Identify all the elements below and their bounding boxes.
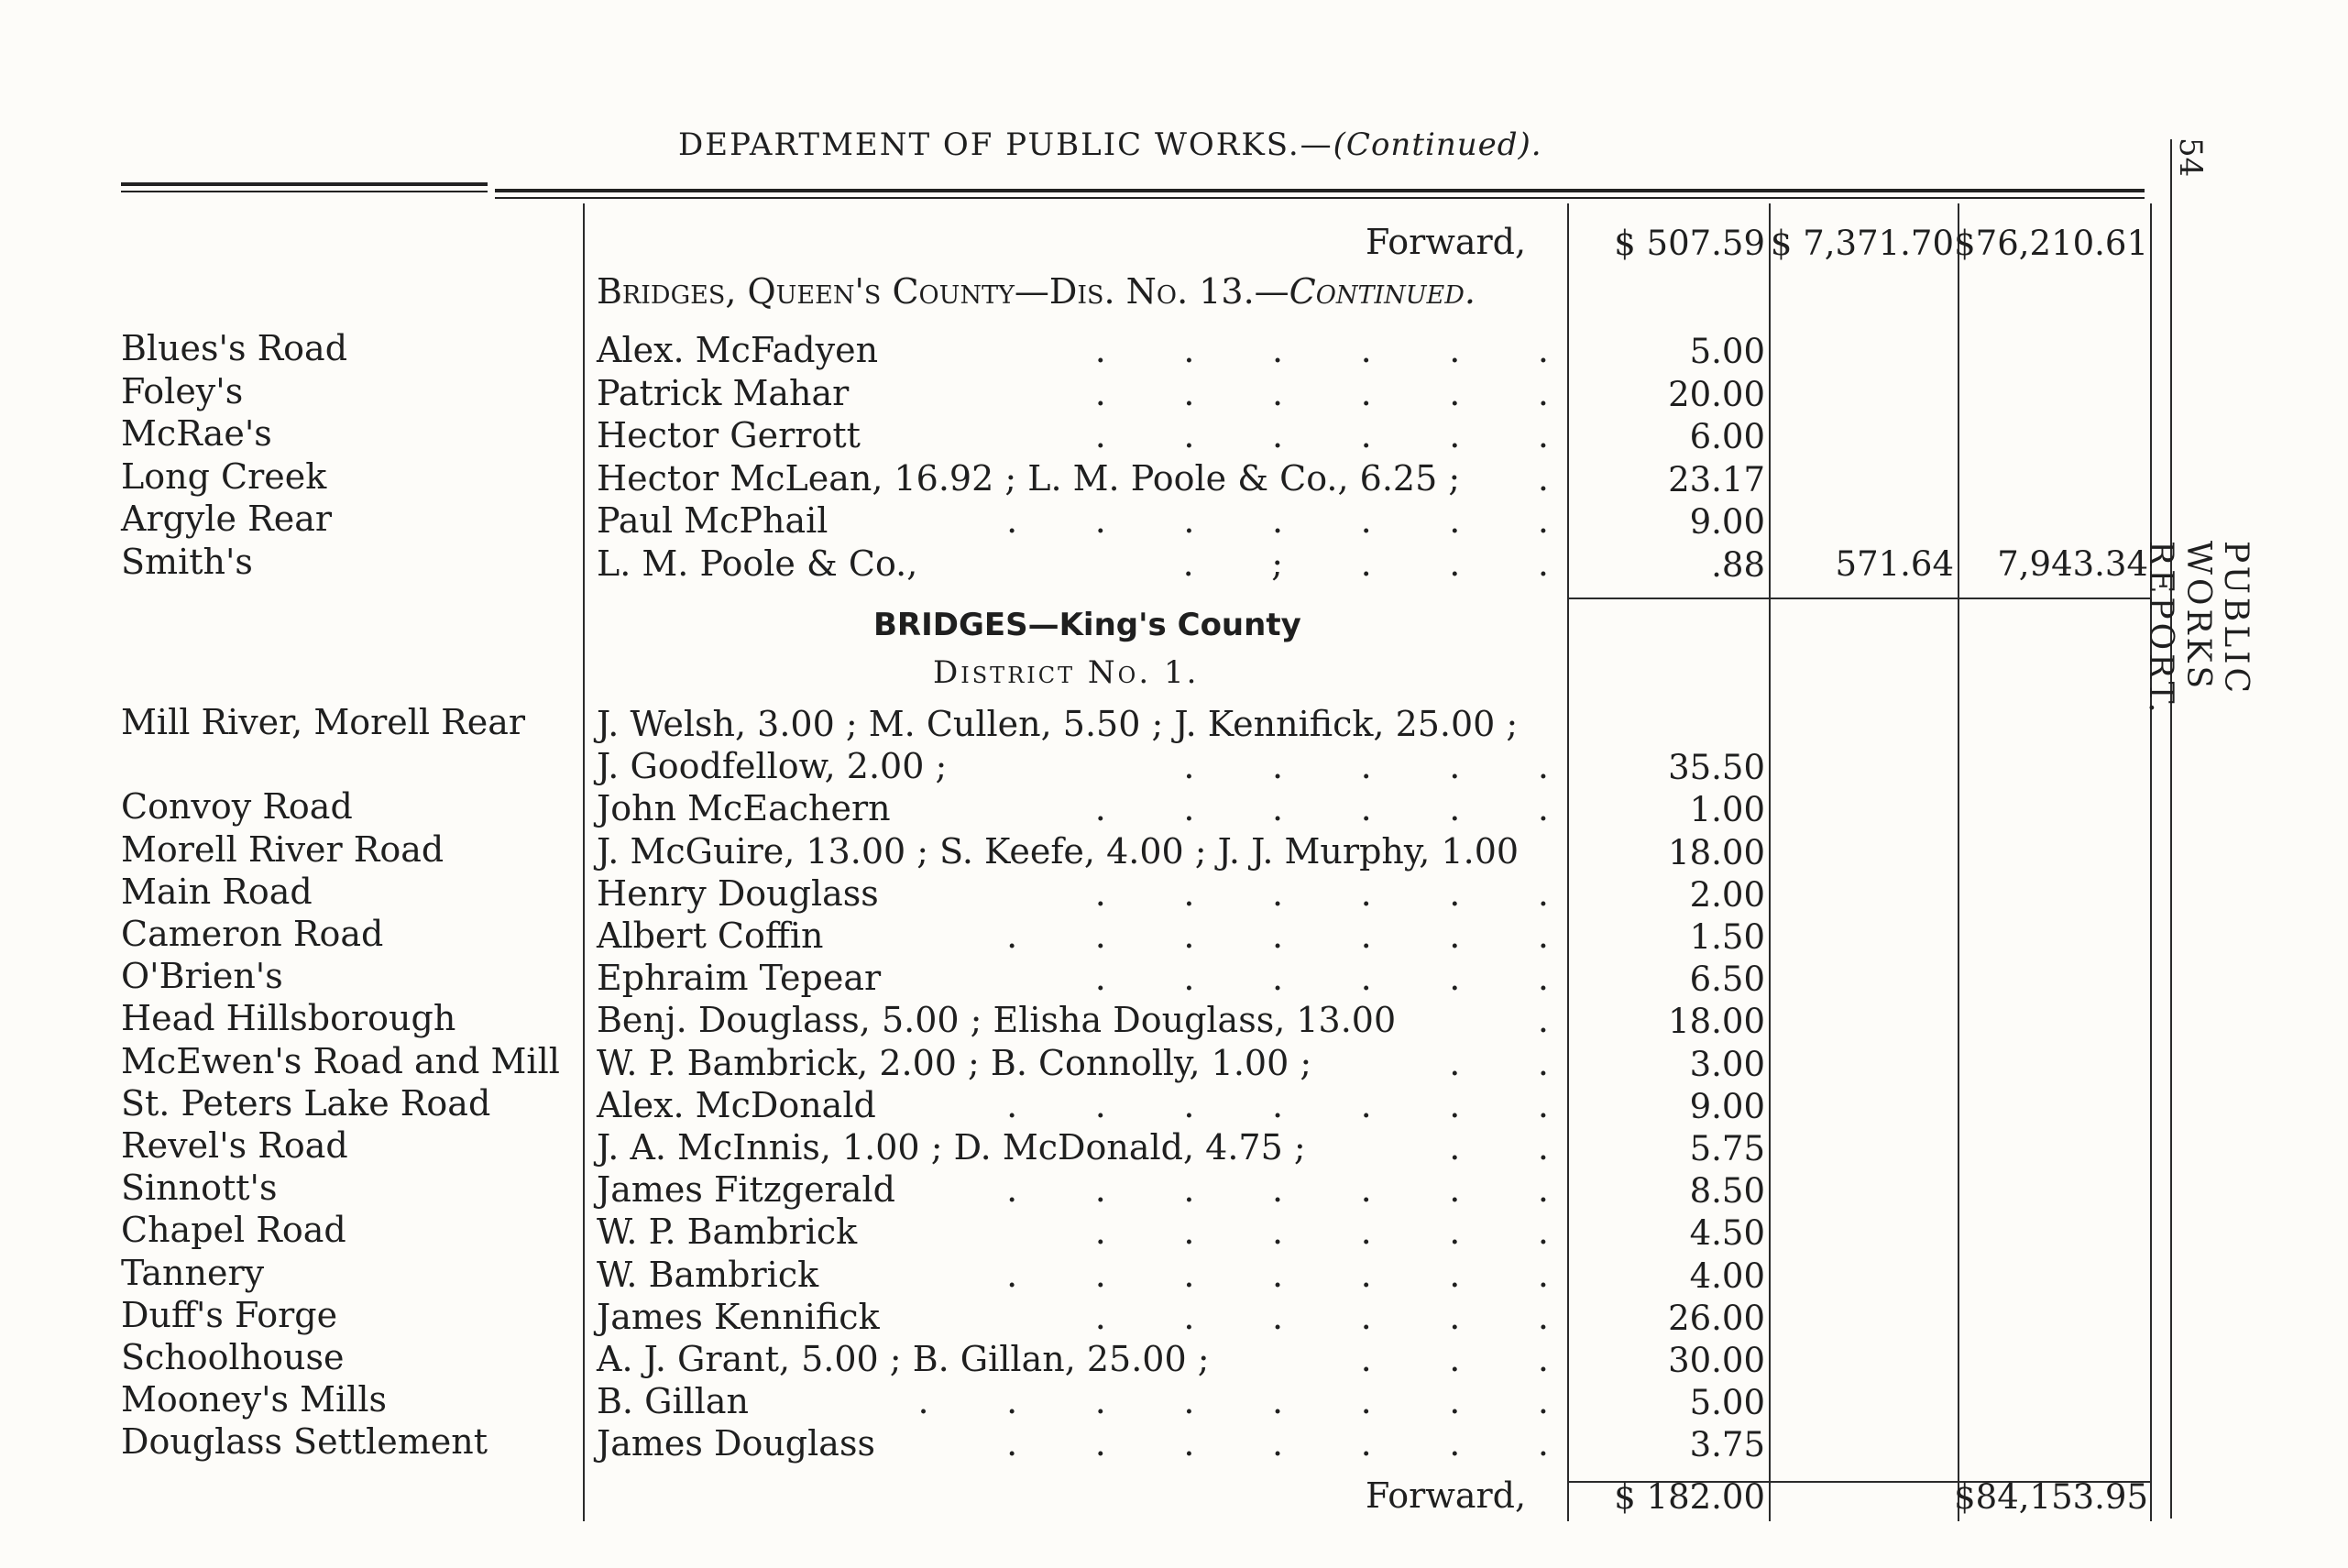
- section-queens-continued: Continued.: [1289, 271, 1476, 312]
- row-payee: Patrick Mahar: [597, 372, 850, 413]
- row-amount: 20.00: [1668, 374, 1765, 414]
- forward-top-label: Forward,: [1366, 222, 1527, 262]
- row-leader-dots: . . . . . .: [1094, 372, 1549, 413]
- row-payee: W. Bambrick: [597, 1254, 819, 1295]
- row-payee: John McEachern: [597, 788, 891, 829]
- col2-right-line: [1958, 203, 1959, 1521]
- row-leader-dots: . . . . . . .: [1006, 1169, 1549, 1211]
- row-location: O'Brien's: [121, 956, 283, 997]
- row-amount: 18.00: [1668, 832, 1765, 872]
- header-rule-left-thin: [121, 191, 488, 192]
- row-location: Mooney's Mills: [121, 1379, 387, 1420]
- row-amount: 3.00: [1689, 1044, 1765, 1084]
- row-amount: 1.50: [1689, 917, 1765, 957]
- row-location: Duff's Forge: [121, 1294, 338, 1335]
- row-payee: Hector Gerrott: [597, 415, 861, 455]
- row-leader-dots: . . . . . .: [1094, 958, 1549, 999]
- row-location: Sinnott's: [121, 1168, 278, 1209]
- row-leader-dots: . . . . . . .: [1006, 500, 1549, 541]
- section-kings-district: District No. 1.: [933, 654, 1200, 691]
- forward-top-col3: $76,210.61: [1954, 224, 2148, 263]
- row-location: Head Hillsborough: [121, 998, 456, 1039]
- forward-bottom-label: Forward,: [1366, 1475, 1527, 1516]
- header-rule-right-thin: [495, 197, 2145, 199]
- row-amount: 18.00: [1668, 1002, 1765, 1042]
- row-amount: 3.75: [1689, 1425, 1765, 1465]
- row-payee: J. McGuire, 13.00 ; S. Keefe, 4.00 ; J. J. Murphy, 1.00: [597, 830, 1520, 872]
- row-payee: James Kennifick: [597, 1296, 880, 1337]
- row-payee: W. P. Bambrick, 2.00 ; B. Connolly, 1.00 ;: [597, 1042, 1312, 1083]
- row-location: Foley's: [121, 370, 244, 411]
- row-location: Main Road: [121, 871, 313, 912]
- forward-bottom-col1: $ 182.00: [1614, 1477, 1765, 1517]
- row-location: Chapel Road: [121, 1210, 346, 1251]
- queens-subtotal-col3: 7,943.34: [1997, 544, 2148, 584]
- row-location: Cameron Road: [121, 914, 384, 954]
- row-amount: 2.00: [1689, 874, 1765, 915]
- row-amount: 9.00: [1689, 1086, 1765, 1126]
- row-payee: J. Goodfellow, 2.00 ;: [597, 746, 948, 787]
- page-number: 54: [2172, 137, 2209, 178]
- row-leader-dots: . . . . . . .: [1006, 1084, 1549, 1125]
- right-margin-line: [2170, 139, 2172, 1519]
- row-payee: Albert Coffin: [597, 916, 824, 956]
- row-location: Tannery: [121, 1252, 265, 1293]
- report-title-vertical: PUBLIC WORKS REPORT.: [2142, 541, 2255, 717]
- row-leader-dots: . . . . . .: [1094, 872, 1549, 914]
- payee-column-line: [583, 203, 585, 1521]
- row-payee: J. Welsh, 3.00 ; M. Cullen, 5.50 ; J. Kennifick, 25.00 ;: [597, 704, 1519, 744]
- row-amount: 4.50: [1689, 1213, 1765, 1254]
- row-leader-dots: .: [1537, 457, 1549, 499]
- row-payee: Alex. McFadyen: [597, 330, 879, 370]
- header-continued: (Continued).: [1333, 126, 1542, 163]
- forward-top-col2: $ 7,371.70: [1770, 224, 1954, 263]
- row-location: McEwen's Road and Mill: [121, 1040, 560, 1081]
- row-amount: 9.00: [1689, 502, 1765, 542]
- row-location: Mill River, Morell Rear: [121, 702, 526, 742]
- row-leader-dots: . . . . . . .: [1006, 916, 1549, 956]
- header-rule-left-thick: [121, 182, 488, 186]
- row-location: Convoy Road: [121, 786, 353, 828]
- section-queens-heading: [597, 271, 1476, 312]
- forward-top-col1: $ 507.59: [1614, 224, 1765, 263]
- row-payee: Benj. Douglass, 5.00 ; Elisha Douglass, 13.00: [597, 1000, 1397, 1041]
- row-leader-dots: . . . . . .: [1094, 415, 1549, 455]
- row-location: Argyle Rear: [121, 499, 333, 539]
- row-amount: 35.50: [1668, 748, 1765, 788]
- row-amount: 5.75: [1689, 1129, 1765, 1168]
- col1-left-line: [1567, 203, 1569, 1521]
- row-amount: 5.00: [1689, 1383, 1765, 1423]
- forward-bottom-col3: $84,153.95: [1954, 1477, 2148, 1517]
- header-title: DEPARTMENT OF PUBLIC WORKS.—: [678, 126, 1333, 163]
- row-payee: Henry Douglass: [597, 872, 879, 914]
- row-leader-dots: . . . . . .: [1094, 788, 1549, 829]
- row-leader-dots: . . . . . . .: [1006, 1423, 1549, 1464]
- row-leader-dots: . .: [1449, 1042, 1549, 1083]
- row-amount: 30.00: [1668, 1341, 1765, 1380]
- row-payee: Paul McPhail: [597, 500, 828, 541]
- section-queens-title: Bridges, Queen's County—Dis. No. 13.—: [597, 271, 1289, 312]
- row-payee: B. Gillan: [597, 1381, 750, 1422]
- row-payee: James Douglass: [597, 1423, 875, 1464]
- row-amount: 23.17: [1668, 459, 1765, 499]
- row-amount: .88: [1711, 544, 1765, 585]
- row-location: McRae's: [121, 413, 272, 454]
- row-leader-dots: . . . . .: [1183, 746, 1549, 787]
- row-payee: W. P. Bambrick: [597, 1212, 858, 1253]
- row-amount: 26.00: [1668, 1298, 1765, 1338]
- section-kings-title: BRIDGES—King's County: [873, 607, 1301, 643]
- row-amount: 4.00: [1689, 1255, 1765, 1296]
- row-payee: Alex. McDonald: [597, 1084, 876, 1125]
- row-amount: 1.00: [1689, 790, 1765, 830]
- page-header: [678, 126, 1542, 163]
- row-location: Morell River Road: [121, 828, 444, 870]
- row-location: Smith's: [121, 541, 253, 582]
- row-payee: James Fitzgerald: [597, 1169, 895, 1211]
- row-amount: 5.00: [1689, 332, 1765, 371]
- row-amount: 6.00: [1689, 417, 1765, 456]
- row-leader-dots: .: [1537, 1000, 1549, 1041]
- queens-subtotal-col2: 571.64: [1835, 544, 1954, 584]
- row-payee: A. J. Grant, 5.00 ; B. Gillan, 25.00 ;: [597, 1339, 1210, 1379]
- row-leader-dots: . . .: [1360, 1339, 1549, 1379]
- row-leader-dots: . . . . . . .: [1006, 1254, 1549, 1295]
- row-payee: Ephraim Tepear: [597, 958, 882, 999]
- row-leader-dots: . . . . . .: [1094, 1296, 1549, 1337]
- row-amount: 8.50: [1689, 1171, 1765, 1212]
- row-leader-dots: . .: [1449, 1127, 1549, 1168]
- row-amount: 6.50: [1689, 959, 1765, 1000]
- header-rule-right-thick: [495, 189, 2145, 192]
- row-leader-dots: . . . . . .: [1094, 1212, 1549, 1253]
- col1-right-line: [1769, 203, 1771, 1521]
- queens-subtotal-rule: [1569, 598, 2152, 599]
- row-location: Schoolhouse: [121, 1337, 345, 1377]
- row-leader-dots: . . . . . .: [1094, 330, 1549, 370]
- row-location: Blues's Road: [121, 328, 348, 368]
- row-leader-dots: . . . . . . . .: [917, 1381, 1549, 1422]
- row-location: Long Creek: [121, 455, 327, 497]
- row-location: Douglass Settlement: [121, 1421, 488, 1463]
- row-payee: L. M. Poole & Co.,: [597, 543, 918, 584]
- row-location: Revel's Road: [121, 1125, 348, 1166]
- row-payee: Hector McLean, 16.92 ; L. M. Poole & Co., 6.25 ;: [597, 457, 1461, 499]
- col3-right-line: [2150, 203, 2152, 1521]
- row-location: St. Peters Lake Road: [121, 1082, 491, 1124]
- row-payee: J. A. McInnis, 1.00 ; D. McDonald, 4.75 ;: [597, 1127, 1306, 1168]
- row-leader-dots: . ; . . .: [1182, 543, 1549, 584]
